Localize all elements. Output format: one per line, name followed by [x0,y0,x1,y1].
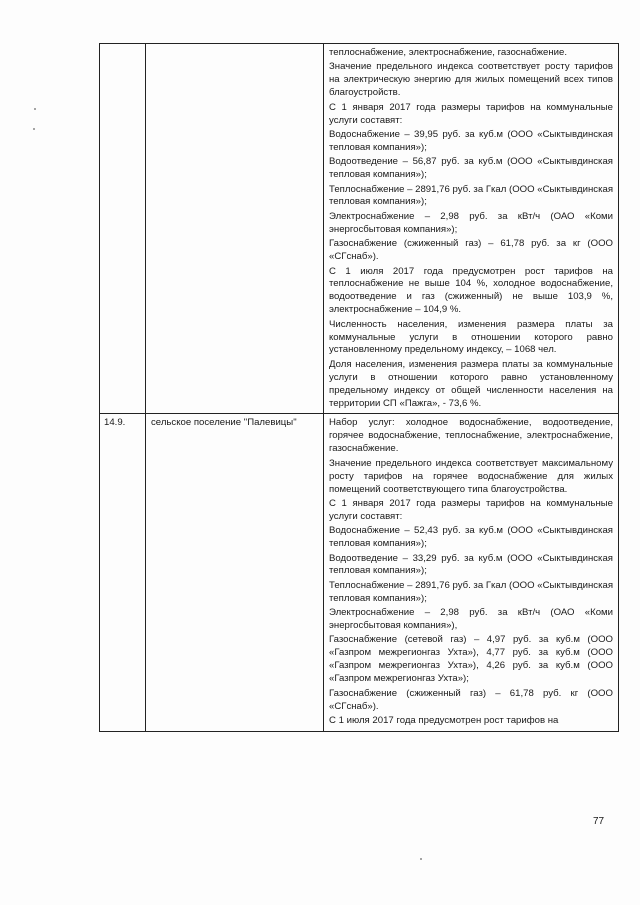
paragraph: С 1 июля 2017 года предусмотрен рост тарифов на теплоснабжение не выше 104 %, холодное водоснабжение, водоотведение и газ (сжиженный) не выше 103,9 %, электроснабжение – 104,9 %. [329,265,613,316]
paragraph: Значение предельного индекса соответствует росту тарифов на электрическую энергию для жилых помещений всех типов благоустройств. [329,61,613,99]
row-number-cell [100,44,146,414]
paragraph: Численность населения, изменения размера платы за коммунальные услуги в отношении которого равно установленному предельному индексу, – 1068 чел. [329,318,613,356]
tariff-table [99,43,619,732]
paragraph: Газоснабжение (сетевой газ) – 4,97 руб. за куб.м (ООО «Газпром межрегионгаз Ухта»), 4,77 руб. за куб.м (ООО «Газпром межрегионгаз Ухта»), 4,26 руб. за куб.м (ООО «Газпром межрегионгаз Ухта»); [329,634,613,685]
paragraph: Электроснабжение – 2,98 руб. за кВт/ч (ОАО «Коми энергосбытовая компания»), [329,607,613,632]
settlement-name-cell [146,44,324,414]
scan-speck [33,128,35,130]
table-row [100,44,619,414]
scan-speck [420,858,422,860]
paragraph: С 1 января 2017 года размеры тарифов на коммунальные услуги составят: [329,101,613,126]
paragraph: Газоснабжение (сжиженный газ) – 61,78 руб. кг (ООО «СГснаб»). [329,687,613,712]
paragraph: Водоотведение – 33,29 руб. за куб.м (ООО «Сыктывдинская тепловая компания»); [329,552,613,577]
paragraph: Доля населения, изменения размера платы за коммунальные услуги в отношении которого равно установленному предельному индексу от общей численности населения на территории СП «Пажга», - 73,6 %. [329,358,613,409]
paragraph: Набор услуг: холодное водоснабжение, водоотведение, горячее водоснабжение, теплоснабжение, электроснабжение, газоснабжение. [329,417,613,455]
scan-speck [34,108,36,110]
paragraph: С 1 января 2017 года размеры тарифов на коммунальные услуги составят: [329,497,613,522]
paragraph: Теплоснабжение – 2891,76 руб. за Гкал (ООО «Сыктывдинская тепловая компания»); [329,579,614,604]
description-cell [324,414,619,731]
paragraph: Водоснабжение – 39,95 руб. за куб.м (ООО «Сыктывдинская тепловая компания»); [329,128,613,153]
paragraph: Электроснабжение – 2,98 руб. за кВт/ч (ОАО «Коми энергосбытовая компания»); [329,210,613,235]
description-cell [324,44,619,414]
paragraph: Теплоснабжение – 2891,76 руб. за Гкал (ООО «Сыктывдинская тепловая компания»); [329,183,614,208]
paragraph: Водоснабжение – 52,43 руб. за куб.м (ООО «Сыктывдинская тепловая компания»); [329,525,613,550]
settlement-name-cell: сельское поселение "Палевицы" [146,414,324,731]
paragraph: Водоотведение – 56,87 руб. за куб.м (ООО «Сыктывдинская тепловая компания»); [329,156,613,181]
paragraph: Газоснабжение (сжиженный газ) – 61,78 руб. за кг (ООО «СГснаб»). [329,238,613,263]
paragraph: теплоснабжение, электроснабжение, газоснабжение. [329,47,568,58]
page-number: 77 [593,816,605,827]
table-row [100,414,619,731]
paragraph: С 1 июля 2017 года предусмотрен рост тарифов на [329,714,559,726]
row-number-cell: 14.9. [100,414,146,731]
paragraph: Значение предельного индекса соответствует максимальному росту тарифов на горячее водоснабжение для жилых помещений соответствующего типа благоустройства. [329,457,613,495]
